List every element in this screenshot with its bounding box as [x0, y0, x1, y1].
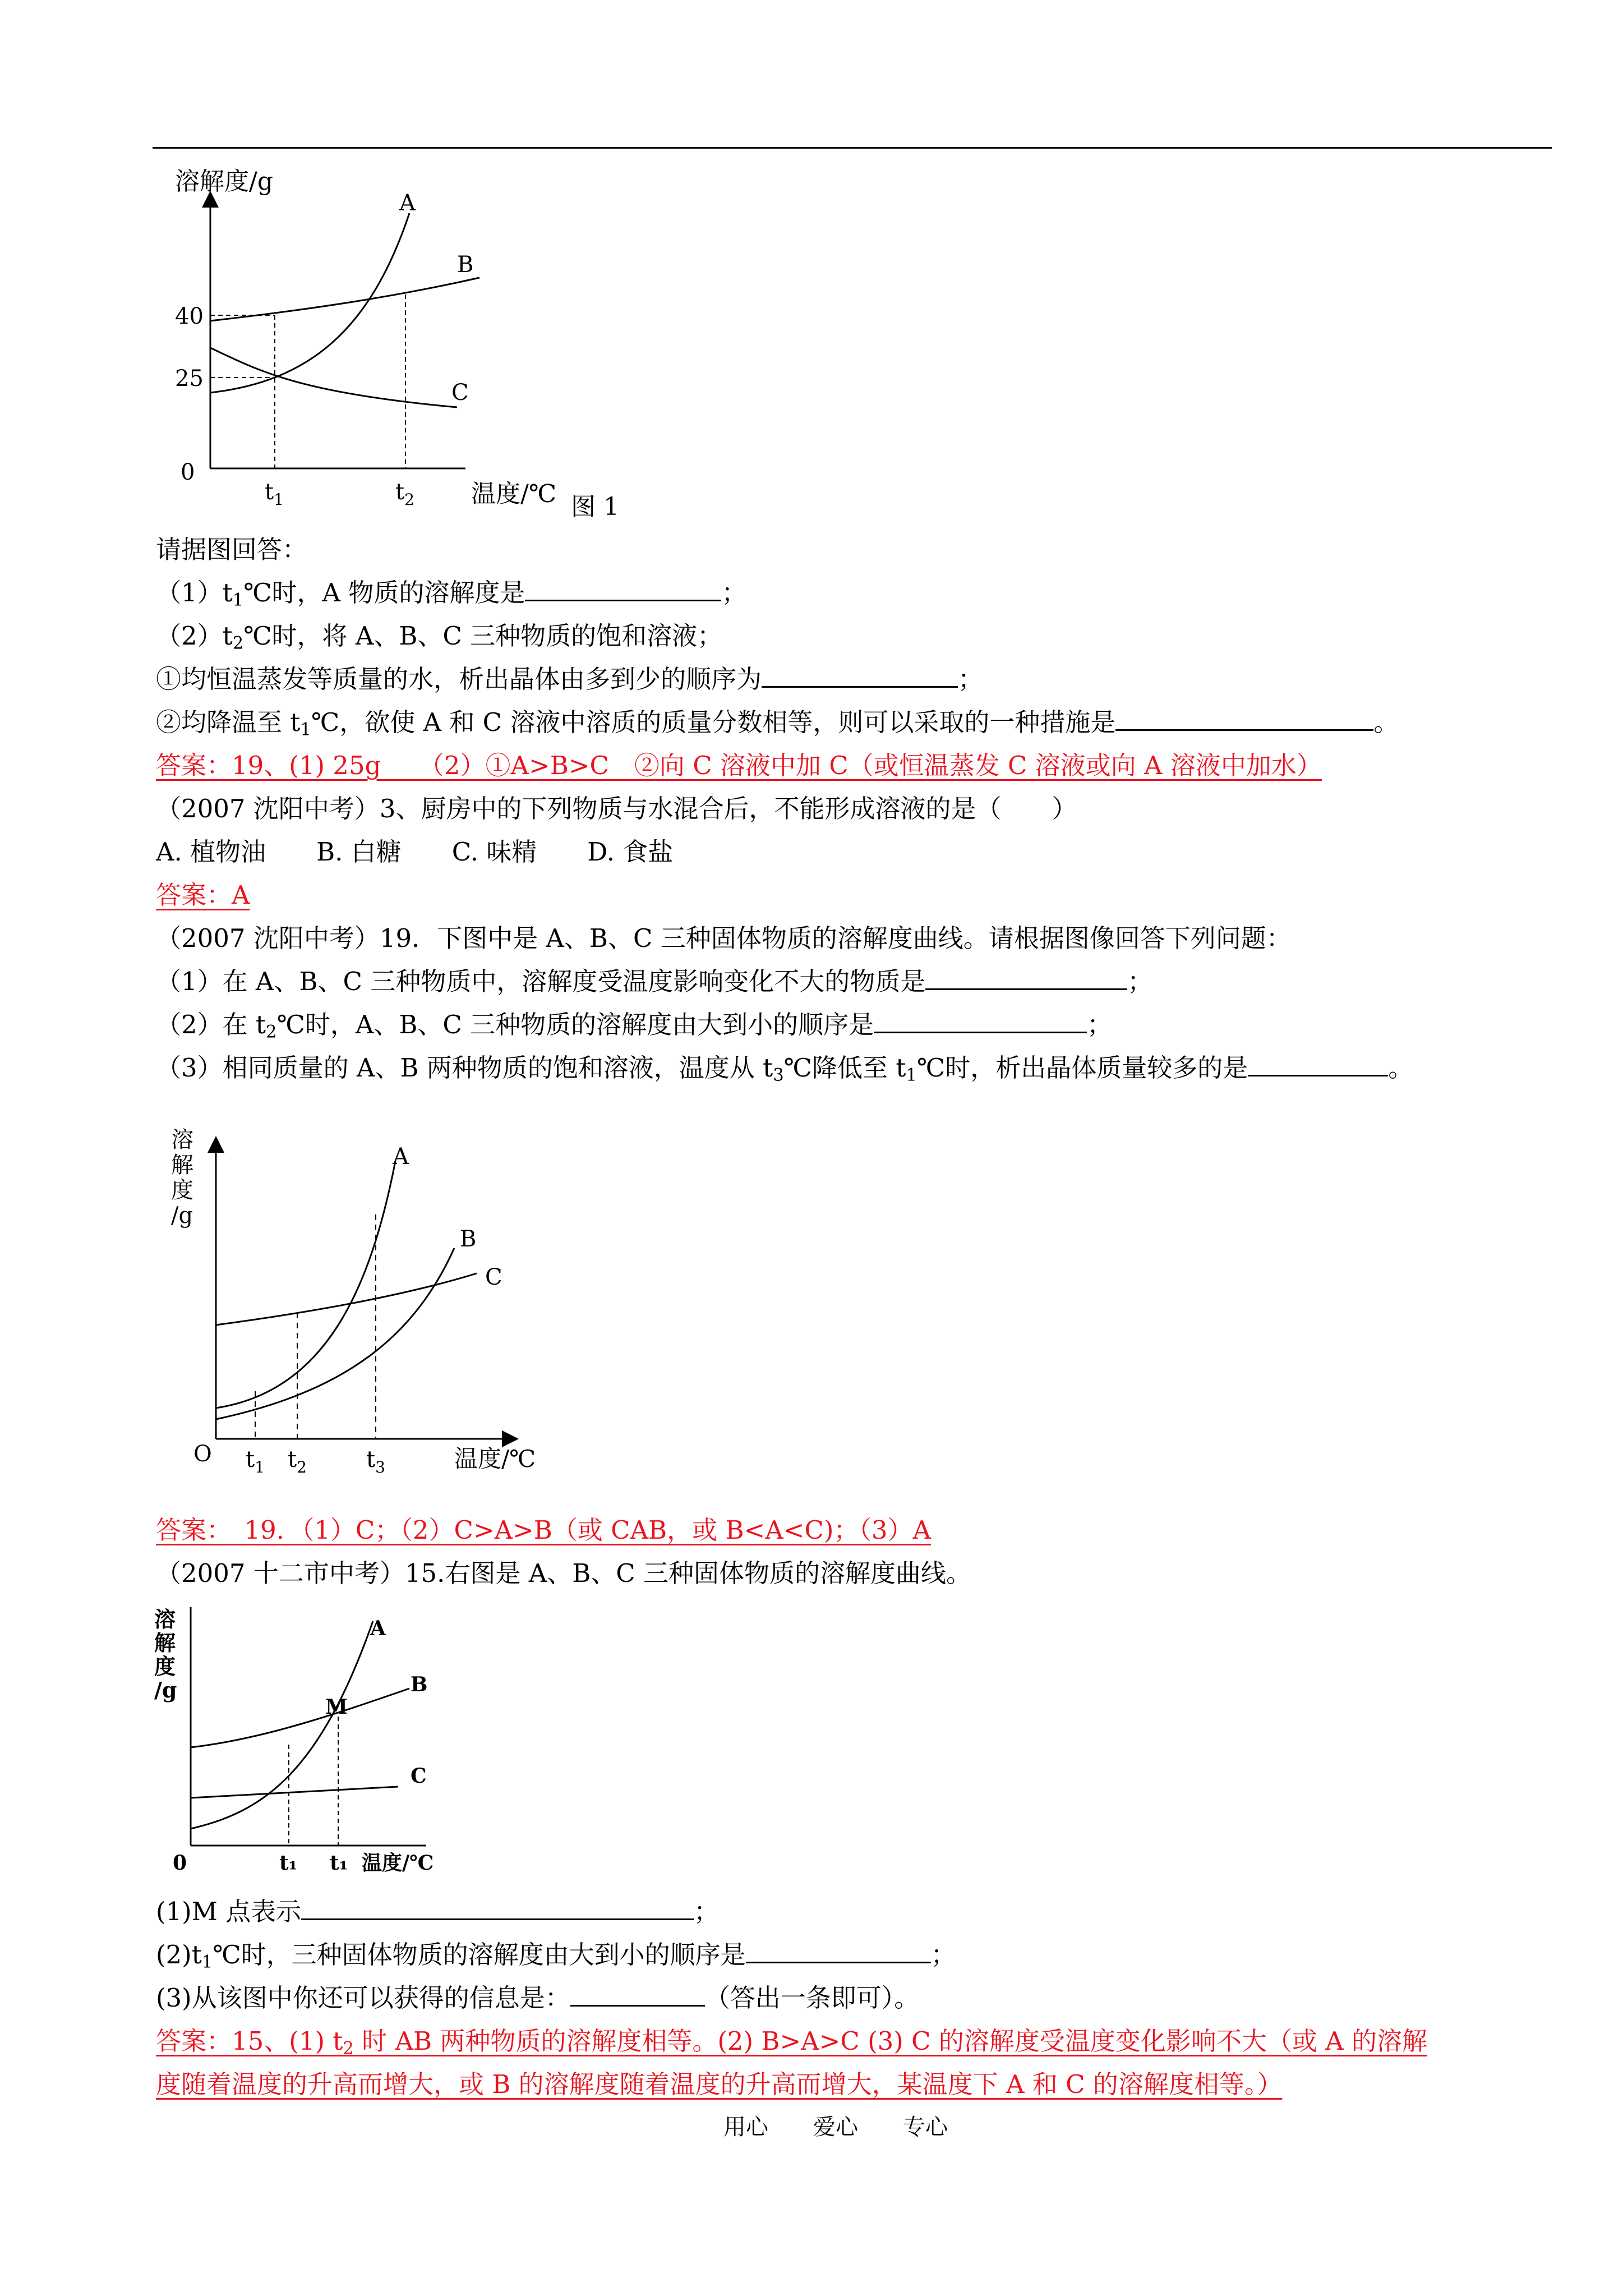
- series-label-a: A: [393, 1144, 409, 1170]
- q1-answer: 答案：19、(1) 25g （2）①A>B>C ②向 C 溶液中加 C（或恒温蒸发 C 溶液或向 A 溶液中加水）: [156, 751, 1322, 780]
- q2-stem: （2007 沈阳中考）3、厨房中的下列物质与水混合后，不能形成溶液的是（ ）: [156, 794, 1077, 823]
- x-tick-t1b: t₁: [330, 1851, 348, 1875]
- y-tick-40: 40: [175, 303, 204, 329]
- series-label-c: C: [411, 1764, 427, 1788]
- curve-b: [191, 1688, 409, 1747]
- y-axis-label-1: 溶: [154, 1607, 176, 1632]
- q1-part4: ②均降温至 $t_1℃$，欲使 A 和 C 溶液中溶质的质量分数相等，则可以采取的一种措施是 。: [156, 707, 1399, 740]
- q1-part4-blank[interactable]: [1115, 707, 1373, 731]
- origin-label: 0: [181, 459, 195, 485]
- x-tick-t1: $t_1$: [246, 1447, 265, 1476]
- q3-part3: （3）相同质量的 A、B 两种物质的饱和溶液，温度从 $t_3℃$降低至 $t_1℃$时，析出晶体质量较多的是 。: [156, 1053, 1414, 1085]
- q1-part1-blank[interactable]: [525, 577, 721, 601]
- x-tick-t1: $t_1$: [265, 479, 284, 509]
- curve-c: [210, 348, 457, 407]
- solubility-chart-1: [168, 163, 628, 522]
- q3-part3-blank[interactable]: [1248, 1052, 1388, 1076]
- curve-a: [216, 1161, 395, 1408]
- q1-intro: 请据图回答：: [156, 535, 308, 564]
- q4-part1-blank[interactable]: [301, 1896, 694, 1920]
- q1-part3: ①均恒温蒸发等质量的水，析出晶体由多到少的顺序为 ；: [156, 664, 984, 694]
- curve-a: [210, 213, 409, 393]
- series-label-b: B: [457, 252, 474, 278]
- q3-part1-blank[interactable]: [925, 966, 1127, 990]
- q4-stem: （2007 十二市中考）15.右图是 A、B、C 三种固体物质的溶解度曲线。: [156, 1558, 971, 1588]
- origin-label: 0: [173, 1851, 187, 1875]
- q1-part2: $(2)t_2℃$时，将 A、B、C 三种物质的饱和溶液；: [156, 621, 723, 654]
- series-label-a: A: [399, 190, 416, 216]
- x-axis-label: 温度/℃: [471, 480, 557, 508]
- y-axis-label-4: /g: [154, 1677, 177, 1703]
- curve-b: [210, 278, 479, 321]
- x-axis-label: 温度/℃: [362, 1851, 434, 1875]
- q4-answer-line-2: 度随着温度的升高而增大，或 B 的溶解度随着温度的升高而增大，某温度下 A 和 C 的溶解度相等。）: [156, 2069, 1283, 2099]
- q4-part3: (3)从该图中你还可以获得的信息是： （答出一条即可）。: [156, 1983, 920, 2013]
- q4-answer-line-1: 答案：15、(1) $t_2$ 时 AB 两种物质的溶解度相等。(2) B>A>C (3) C 的溶解度受温度变化影响不大（或 A 的溶解: [156, 2026, 1428, 2059]
- origin-label: O: [193, 1441, 212, 1467]
- q4-part2: $(2)t_1℃$时，三种固体物质的溶解度由大到小的顺序是 ；: [156, 1940, 956, 1972]
- q3-answer: 答案： 19．（1）C；（2）C>A>B（或 CAB，或 B<A<C)；（3）A: [156, 1515, 932, 1545]
- y-axis-label: 溶解度/g: [175, 167, 273, 196]
- x-tick-t1a: t₁: [279, 1851, 298, 1875]
- x-tick-t3: $t_3$: [366, 1447, 385, 1476]
- y-tick-25: 25: [175, 366, 204, 392]
- caption-figure-1: 图 1: [571, 493, 619, 521]
- solubility-chart-3: [151, 1604, 488, 1885]
- solubility-chart-2: [168, 1122, 572, 1498]
- header-rule: [153, 147, 1552, 149]
- q1-part1: $(1)t_1℃$时，A 物质的溶解度是 ；: [156, 578, 747, 610]
- q4-part1: (1)M 点表示 ；: [156, 1897, 720, 1926]
- x-tick-t2: $t_2$: [395, 479, 414, 509]
- curve-b: [216, 1248, 454, 1419]
- y-axis-label-2: 解: [171, 1152, 193, 1178]
- series-label-a: A: [370, 1617, 386, 1640]
- q3-stem: （2007 沈阳中考）19．下图中是 A、B、C 三种固体物质的溶解度曲线。请根据图像回答下列问题：: [156, 923, 1292, 953]
- x-tick-t2: $t_2$: [288, 1447, 307, 1476]
- curve-a: [191, 1621, 373, 1829]
- page-footer: 用心 爱心 专心: [723, 2114, 948, 2140]
- y-axis-label-4: /g: [171, 1203, 193, 1228]
- q3-part1: （1）在 A、B、C 三种物质中，溶解度受温度影响变化不大的物质是 ；: [156, 967, 1153, 996]
- point-m-label: M: [325, 1695, 348, 1719]
- q3-part2: （2）在 $t_2℃$时，A、B、C 三种物质的溶解度由大到小的顺序是 ；: [156, 1010, 1113, 1042]
- curve-c: [191, 1787, 398, 1798]
- y-axis-label-3: 度: [171, 1177, 193, 1203]
- y-axis-label-2: 解: [154, 1630, 176, 1655]
- q4-part2-blank[interactable]: [746, 1939, 931, 1963]
- y-axis-label-1: 溶: [171, 1127, 193, 1153]
- series-label-c: C: [485, 1264, 502, 1290]
- series-label-c: C: [451, 380, 469, 406]
- series-label-b: B: [460, 1226, 477, 1252]
- series-label-b: B: [411, 1673, 428, 1696]
- q1-part3-blank[interactable]: [762, 664, 958, 688]
- q4-part3-blank[interactable]: [570, 1982, 705, 2007]
- q3-part2-blank[interactable]: [874, 1009, 1087, 1033]
- y-axis-label-3: 度: [154, 1654, 176, 1679]
- q2-options: A. 植物油 B. 白糖 C. 味精 D. 食盐: [156, 837, 674, 867]
- q2-answer: 答案：A: [156, 880, 250, 910]
- x-axis-label: 温度/℃: [454, 1445, 536, 1473]
